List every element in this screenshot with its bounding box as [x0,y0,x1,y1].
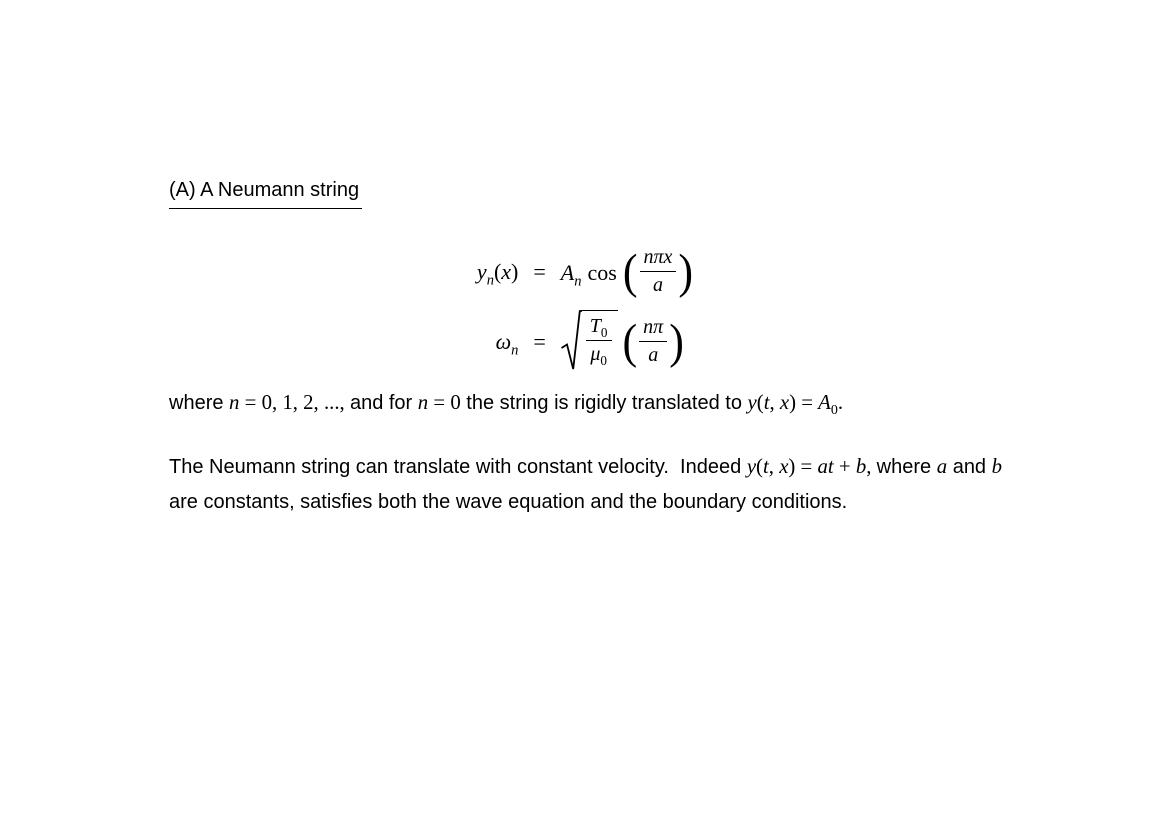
text-segment: 0 [830,403,838,418]
text-segment: b [855,455,867,478]
text-segment: A [818,391,831,414]
big-open-paren: ( [622,244,638,298]
fraction-numerator: nπx [640,246,677,272]
subscript-0: 0 [600,325,608,340]
fraction-npi-over-a [639,316,667,367]
equation-yn-rhs [561,246,694,297]
cos-function: cos [587,259,617,285]
text-segment: a [936,455,948,478]
text-segment: , [768,455,780,478]
text-segment: , [769,391,780,414]
big-close-paren: ) [669,314,684,368]
subscript-n: n [486,271,494,288]
text-segment: and for [349,392,418,414]
fraction-npix-over-a [640,246,677,297]
open-paren: ( [493,258,502,284]
text-segment: are constants, satisfies both the wave equation and the boundary conditions. [169,491,848,513]
equals-sign: = [533,258,546,284]
var-mu: μ [590,343,601,365]
text-segment: + [833,455,856,478]
text-segment: x [779,391,790,414]
coefficient-group [560,259,622,289]
fraction-numerator: nπ [639,316,667,342]
var-y: y [476,258,487,284]
text-segment: = 0 [428,391,461,414]
close-paren: ) [511,258,519,284]
fraction-denominator: a [648,344,659,366]
fraction-T0-over-mu0 [586,315,612,366]
body-paragraph [169,449,1002,520]
text-segment: = 0, 1, 2, ..., [239,391,350,414]
text-segment: where [169,392,230,414]
where-text [169,389,1002,417]
text-segment: The Neumann string can translate with constant velocity. Indeed [169,456,747,478]
text-segment: and [947,456,992,478]
text-segment: ) = [789,391,819,414]
text-segment: ( [756,391,764,414]
var-A: A [560,259,575,285]
square-root [561,310,618,373]
fraction-denominator: a [652,274,663,296]
text-segment: x [779,455,789,478]
text-segment: , [866,455,877,478]
big-close-paren: ) [678,244,694,298]
text-segment: b [991,455,1003,478]
radicand [581,310,618,366]
radical-icon [561,310,582,373]
text-segment: t [762,455,769,478]
equation-omega-lhs [495,328,519,358]
var-T: T [589,315,601,337]
fraction-denominator [590,341,607,366]
equation-block [169,246,1002,373]
equals-sign: = [533,328,546,354]
text-segment: y [747,391,757,414]
equation-yn-lhs [476,258,519,288]
text-segment: ( [756,455,763,478]
text-segment: the string is rigidly translated to [460,392,748,414]
var-omega: ω [495,328,512,354]
equation-omega-rhs [561,310,685,373]
subscript-n: n [574,272,582,289]
subscript-n: n [511,341,519,358]
fraction-numerator [586,315,612,341]
big-open-paren: ( [622,314,638,368]
text-segment: at [817,455,834,478]
equation-grid [477,246,694,373]
section-heading: (A) A Neumann string [169,178,362,209]
text-segment: where [876,456,937,478]
text-segment: . [837,391,844,414]
text-segment: n [229,391,240,414]
text-segment: y [746,455,757,478]
var-x: x [501,258,512,284]
subscript-0: 0 [600,353,607,368]
text-segment: ) = [788,455,818,478]
text-segment: t [763,391,770,414]
text-segment: n [417,391,429,414]
